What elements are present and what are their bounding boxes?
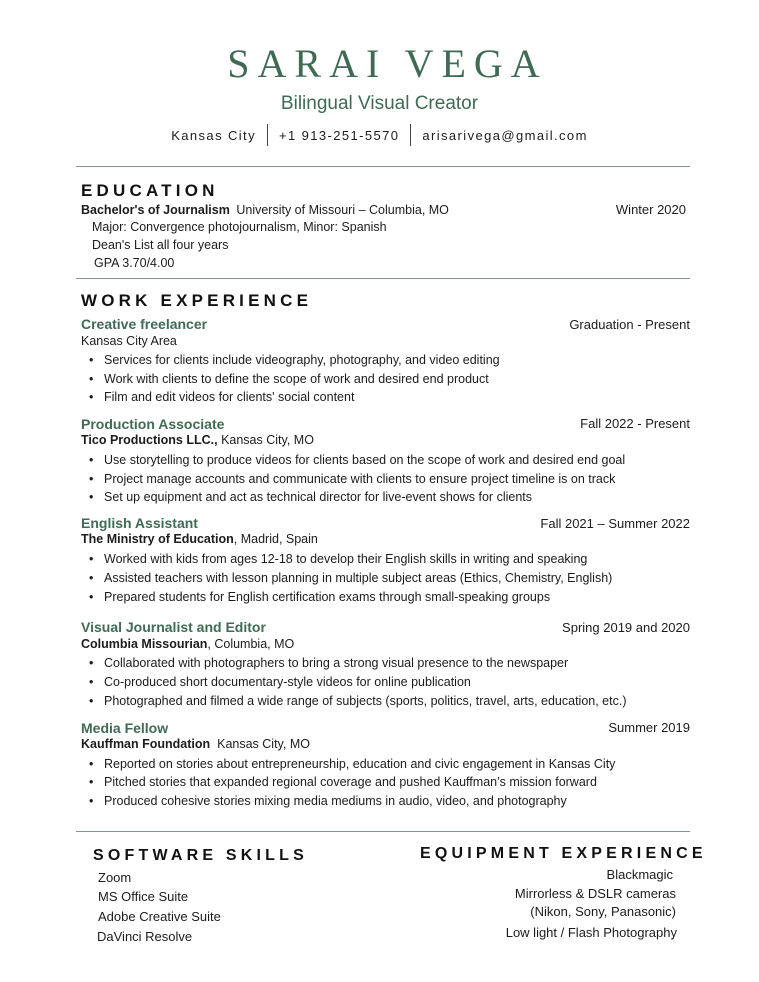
- job-location: Kansas City Area: [81, 334, 177, 348]
- equipment-item: Mirrorless & DSLR cameras: [514, 886, 676, 901]
- job-date: Fall 2021 – Summer 2022: [540, 516, 690, 531]
- job-location: Kansas City, MO: [210, 737, 310, 751]
- job-bullet: • Produced cohesive stories mixing media mediums in audio, video, and photography: [104, 794, 567, 808]
- job-bullet: • Collaborated with photographers to bring a strong visual presence to the newspaper: [104, 656, 568, 670]
- job-location: , Madrid, Spain: [233, 532, 318, 546]
- software-heading: SOFTWARE SKILLS: [93, 847, 308, 864]
- job-date: Spring 2019 and 2020: [562, 620, 690, 635]
- job-date: Fall 2022 - Present: [580, 416, 690, 431]
- education-major: Major: Convergence photojournalism, Minor: Spanish: [92, 220, 387, 234]
- equipment-item: Blackmagic: [606, 867, 673, 882]
- job-location: Kansas City, MO: [217, 433, 314, 447]
- job-org-line: [81, 737, 310, 751]
- equipment-item: (Nikon, Sony, Panasonic): [530, 904, 676, 919]
- education-gpa: GPA 3.70/4.00: [94, 256, 175, 270]
- contact-phone: +1 913-251-5570: [278, 127, 400, 143]
- contact-email: arisarivega@gmail.com: [422, 127, 588, 143]
- resume-subtitle: Bilingual Visual Creator: [280, 93, 479, 114]
- job-org: The Ministry of Education: [81, 532, 234, 546]
- job-bullet: • Use storytelling to produce videos for clients based on the scope of work and desired end goal: [104, 453, 625, 467]
- job-title: Creative freelancer: [81, 316, 208, 332]
- job-bullet: • Film and edit videos for clients' social content: [104, 390, 354, 404]
- job-title: English Assistant: [81, 515, 198, 531]
- job-bullet: • Services for clients include videography, photography, and video editing: [104, 353, 500, 367]
- job-bullet: • Photographed and filmed a wide range of subjects (sports, politics, travel, arts, education, etc.): [104, 694, 627, 708]
- job-bullet: • Work with clients to define the scope of work and desired end product: [104, 372, 489, 386]
- education-degree-line: [81, 203, 449, 217]
- job-bullet: • Assisted teachers with lesson planning in multiple subject areas (Ethics, Chemistry, English): [104, 571, 612, 585]
- job-bullet: • Pitched stories that expanded regional coverage and pushed Kauffman’s mission forward: [104, 775, 597, 789]
- equipment-item: Low light / Flash Photography: [505, 925, 677, 940]
- contact-divider: [410, 124, 411, 146]
- job-date: Graduation - Present: [569, 317, 690, 332]
- software-item: Adobe Creative Suite: [98, 909, 221, 924]
- job-bullet: • Co-produced short documentary-style videos for online publication: [104, 675, 471, 689]
- job-title: Visual Journalist and Editor: [81, 619, 266, 635]
- job-location: , Columbia, MO: [207, 637, 295, 651]
- contact-location: Kansas City: [171, 127, 256, 143]
- job-date: Summer 2019: [608, 720, 690, 735]
- job-org: Kauffman Foundation: [81, 737, 211, 751]
- job-org-line: [81, 433, 314, 447]
- section-divider: [76, 166, 690, 167]
- education-heading: EDUCATION: [81, 181, 219, 200]
- job-org-line: [81, 532, 318, 546]
- job-bullet: • Prepared students for English certification exams through small-speaking groups: [104, 590, 550, 604]
- education-deans-list: Dean's List all four years: [92, 238, 229, 252]
- job-title: Production Associate: [81, 416, 225, 432]
- job-org: Tico Productions LLC.,: [81, 433, 218, 447]
- resume-name: SARAI VEGA: [227, 41, 548, 86]
- education-degree: Bachelor's of Journalism: [81, 203, 230, 217]
- job-org: Columbia Missourian: [81, 637, 208, 651]
- section-divider: [76, 278, 690, 279]
- work-heading: WORK EXPERIENCE: [81, 291, 313, 310]
- job-bullet: • Set up equipment and act as technical director for live-event shows for clients: [104, 490, 532, 504]
- job-title: Media Fellow: [81, 720, 169, 736]
- software-item: DaVinci Resolve: [97, 929, 193, 944]
- education-date: Winter 2020: [615, 202, 686, 217]
- software-item: MS Office Suite: [98, 889, 189, 904]
- section-divider: [76, 831, 690, 832]
- job-bullet: • Reported on stories about entrepreneurship, education and civic engagement in Kansas City: [104, 757, 615, 771]
- job-bullet: • Project manage accounts and communicate with clients to ensure project timeline is on track: [104, 472, 615, 486]
- software-item: Zoom: [98, 870, 132, 885]
- contact-bar: [0, 124, 759, 146]
- equipment-heading: EQUIPMENT EXPERIENCE: [420, 845, 707, 862]
- contact-divider: [267, 124, 268, 146]
- job-bullet: • Worked with kids from ages 12-18 to develop their English skills in writing and speaking: [104, 552, 587, 566]
- education-school: University of Missouri – Columbia, MO: [236, 203, 449, 217]
- job-org-line: [81, 637, 294, 651]
